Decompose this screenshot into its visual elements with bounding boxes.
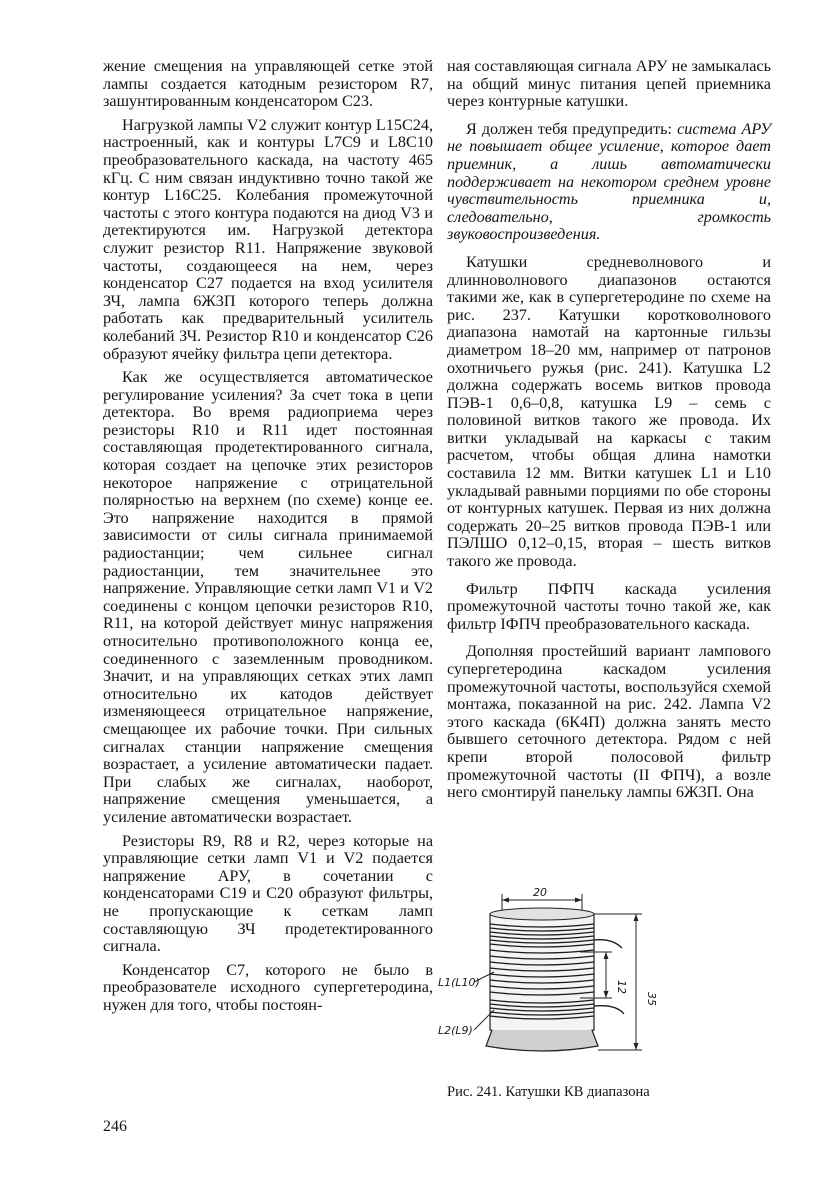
coil-former <box>490 909 594 1035</box>
right-column <box>447 58 771 802</box>
label-l1: L1(L10) <box>438 976 480 989</box>
arrow-icon <box>634 1043 639 1050</box>
paragraph: Дополняя простейший вариант лампового супергетеродина каскадом усиления промежуточной частоты, воспользуйся схемой монтажа, показанной на рис. 242. Лампа V2 этого каскада (6К4П) должна занять место бывшего сеточного детектора. Рядом с ней крепи второй полосовой фильтр промежуточной частоты (II ФПЧ), а возле него смонтируй панельку лампы 6Ж3П. Она <box>447 642 771 802</box>
page-number: 246 <box>103 1118 127 1135</box>
paragraph: Как же осуществляется автоматическое регулирование усиления? За счет тока в цепи детектора. Во время радиоприема через резисторы R10 и R11 идет постоянная составляющая продетектированного сигнала, которая создает на цепочке этих резисторов некоторое напряжение с отрицательной полярностью на верхнем (по схеме) конце ее. Это напряжение находится в прямой зависимости от силы сигнала принимаемой радиостанции; чем сильнее сигнал радиостанции, тем значительнее это напряжение. Управляющие сетки ламп V1 и V2 соединены с концом цепочки резисторов R10, R11, на которой действует минус напряжения относительно противоположного конца ее, соединенного с заземленным проводником. Значит, и на управляющих сетках этих ламп относительно их катодов действует изменяющееся отрицательное напряжение, смещающее их рабочие точки. При сильных сигналах станции напряжение смещения возрастает, а усиление автоматически падает. При слабых же сигналах, наоборот, напряжение смещения уменьшается, а усиление автоматически возрастает. <box>103 368 433 826</box>
paragraph: Резисторы R9, R8 и R2, через которые на управляющие сетки ламп V1 и V2 подается напряжение АРУ, в сочетании с конденсаторами C19 и C20 образуют фильтры, не пропускающие к сеткам ламп составляющую ЗЧ продетектированного сигнала. <box>103 831 433 956</box>
figure-caption: Рис. 241. Катушки КВ диапазона <box>447 1084 650 1100</box>
paragraph: Нагрузкой лампы V2 служит контур L15C24, настроенный, как и контуры L7C9 и L8C10 преобразовательного каскада, на частоту 465 кГц. С ним связан индуктивно точно такой же контур L16C25. Колебания промежуточной частоты с этого контура подаются на диод V3 и детектируются им. Нагрузкой детектора служит резистор R11. Напряжение звуковой частоты, создающееся на нем, через конденсатор C27 подается на вход усилителя ЗЧ, лампа 6Ж3П которого теперь должна работать как предварительный усилитель колебаний ЗЧ. Резистор R10 и конденсатор C26 образуют ячейку фильтра цепи детектора. <box>103 115 433 363</box>
warning-paragraph <box>447 121 771 244</box>
paragraph: Конденсатор C7, которого не было в преобразователе исходного супергетеродина, нужен для того, чтобы постоян- <box>103 960 433 1014</box>
warning-lead: Я должен тебя предупредить: <box>466 119 678 138</box>
paragraph: ная составляющая сигнала АРУ не замыкалась на общий минус питания цепей приемника через контурные катушки. <box>447 57 771 111</box>
arrow-icon <box>604 991 609 998</box>
paragraph: Фильтр ПФПЧ каскада усиления промежуточной частоты точно такой же, как фильтр IФПЧ преобразовательного каскада. <box>447 579 771 633</box>
dim-height-label: 35 <box>645 992 658 1006</box>
paragraph: Катушки средневолнового и длинноволнового диапазонов остаются такими же, как в супергетеродине по схеме на рис. 237. Катушки коротковолнового диапазона намотай на картонные гильзы диаметром 18–20 мм, например от патронов охотничьего ружья (рис. 241). Катушка L2 должна содержать восемь витков провода ПЭВ-1 0,6–0,8, катушка L9 – семь с половиной витков такого же провода. Их витки укладывай на каркасы с таким расчетом, чтобы общая длина намотки составила 12 мм. Витки катушек L1 и L10 укладывай равными порциями по обе стороны от контурных катушек. Первая из них должна содержать 20–25 витков провода ПЭВ-1 или ПЭЛШО 0,12–0,15, вторая – шесть витков такого же провода. <box>447 252 771 571</box>
lead-wire <box>594 1006 624 1014</box>
left-column <box>103 58 433 1014</box>
former-top-edge <box>490 908 594 920</box>
lead-wire <box>594 940 622 948</box>
arrow-icon <box>502 898 509 903</box>
arrow-icon <box>575 898 582 903</box>
coil-base <box>486 1030 598 1051</box>
paragraph: жение смещения на управляющей сетке этой лампы создается катодным резистором R7, зашунтированным конденсатором C23. <box>103 57 433 111</box>
warning-italic: система АРУ не повышает общее усиление, которое дает приемник, а лишь автоматически поддерживает на некотором среднем уровне чувствительность приемника и, следовательно, громкость звуковоспроизведения. <box>447 119 771 244</box>
arrow-icon <box>604 952 609 959</box>
dim-coil-label: 12 <box>615 980 628 994</box>
coil-figure <box>430 880 690 1070</box>
arrow-icon <box>634 914 639 921</box>
label-l2: L2(L9) <box>438 1024 473 1037</box>
dim-width-label: 20 <box>533 886 547 899</box>
